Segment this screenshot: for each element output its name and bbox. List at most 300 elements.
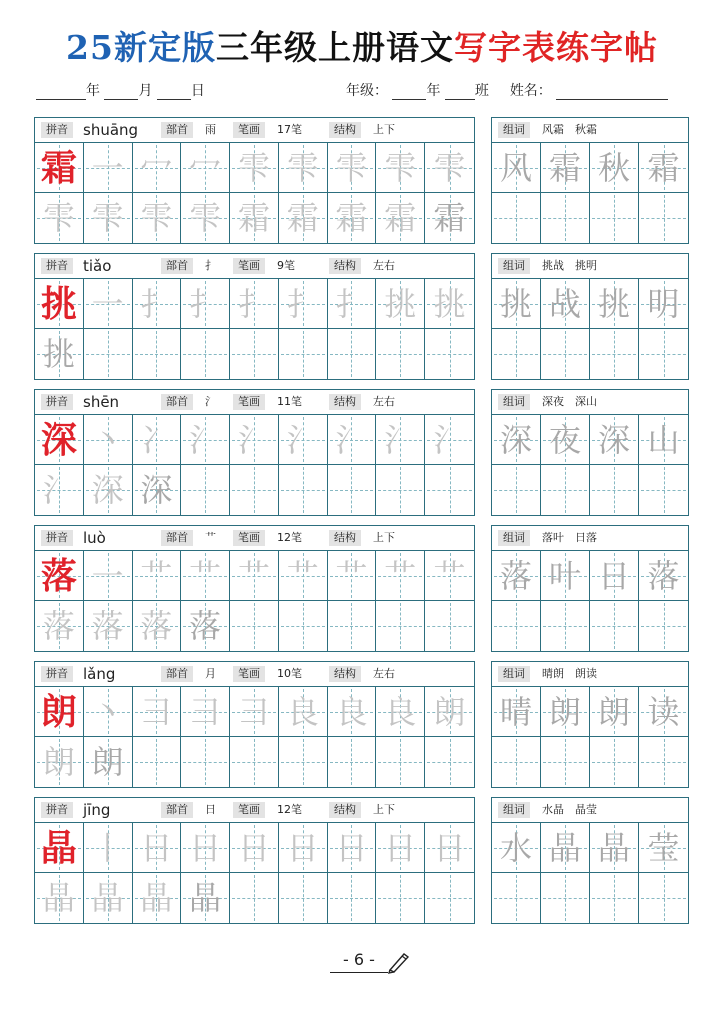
writing-cell[interactable]: [84, 279, 133, 329]
writing-cell[interactable]: [230, 329, 279, 379]
writing-grid: [34, 551, 475, 652]
word-cell[interactable]: [492, 687, 541, 737]
strokes-value: 12笔: [277, 531, 302, 544]
model-character: 挑: [40, 282, 77, 325]
writing-cell[interactable]: [181, 279, 230, 329]
word-cell[interactable]: [639, 465, 688, 515]
writing-cell[interactable]: [279, 279, 328, 329]
structure-value: 上下: [373, 531, 395, 544]
word-trace-character: 莹: [647, 828, 680, 867]
writing-cell[interactable]: [425, 465, 474, 515]
writing-cell[interactable]: [35, 551, 84, 601]
word-cell[interactable]: [492, 193, 541, 243]
strokes-label: 笔画: [233, 666, 265, 682]
writing-cell[interactable]: [376, 329, 425, 379]
writing-cell[interactable]: [84, 329, 133, 379]
writing-cell[interactable]: [35, 329, 84, 379]
writing-cell[interactable]: [425, 823, 474, 873]
writing-cell[interactable]: [425, 601, 474, 651]
writing-cell[interactable]: [279, 551, 328, 601]
writing-cell[interactable]: [230, 873, 279, 923]
pinyin-value: shuāng: [83, 121, 139, 139]
word-trace-character: 落: [499, 556, 532, 595]
words-value: 落叶 日落: [542, 531, 597, 544]
word-cell[interactable]: [541, 601, 590, 651]
word-trace-character: 叶: [548, 556, 581, 595]
stroke-order-step: 彐: [140, 692, 173, 731]
writing-cell[interactable]: [35, 873, 84, 923]
stroke-order-step: 丶: [91, 692, 124, 731]
writing-cell[interactable]: [133, 329, 182, 379]
writing-cell[interactable]: [230, 687, 279, 737]
class-blank[interactable]: [445, 83, 475, 100]
word-cell[interactable]: [590, 193, 639, 243]
writing-cell[interactable]: [181, 551, 230, 601]
stroke-order-step: 日: [384, 828, 417, 867]
year-blank[interactable]: [36, 83, 86, 100]
stroke-order-step: 扌: [237, 284, 270, 323]
strokes-value: 9笔: [277, 259, 295, 272]
writing-cell[interactable]: [84, 551, 133, 601]
stroke-order-step: 日: [335, 828, 368, 867]
writing-cell[interactable]: [376, 873, 425, 923]
writing-cell[interactable]: [35, 823, 84, 873]
writing-cell[interactable]: [181, 823, 230, 873]
word-cell[interactable]: [590, 737, 639, 787]
word-cell[interactable]: [590, 143, 639, 193]
stroke-order-step: 冫: [140, 420, 173, 459]
stroke-order-step: 晶: [91, 879, 124, 917]
writing-cell[interactable]: [230, 193, 279, 243]
writing-cell[interactable]: [84, 143, 133, 193]
word-writing-grid: [491, 415, 689, 516]
stroke-order-step: 霜: [237, 199, 270, 237]
writing-cell[interactable]: [230, 465, 279, 515]
words-value: 挑战 挑明: [542, 259, 597, 272]
stroke-order-step: 良: [335, 692, 368, 731]
writing-cell[interactable]: [376, 279, 425, 329]
character-practice-block: [34, 253, 475, 379]
writing-cell[interactable]: [328, 143, 377, 193]
word-cell[interactable]: [639, 143, 688, 193]
writing-cell[interactable]: [425, 415, 474, 465]
radical-label: 部首: [161, 122, 193, 138]
character-info-header: [34, 661, 475, 687]
stroke-order-step: 氵: [286, 420, 319, 459]
writing-cell[interactable]: [328, 551, 377, 601]
character-info-header: [34, 253, 475, 279]
writing-cell[interactable]: [230, 737, 279, 787]
character-practice-block: [34, 661, 475, 787]
word-cell[interactable]: [541, 143, 590, 193]
writing-cell[interactable]: [425, 551, 474, 601]
date-line: [36, 80, 205, 102]
writing-cell[interactable]: [328, 465, 377, 515]
writing-cell[interactable]: [35, 143, 84, 193]
word-cell[interactable]: [492, 279, 541, 329]
word-cell[interactable]: [639, 279, 688, 329]
writing-cell[interactable]: [328, 601, 377, 651]
word-cell[interactable]: [492, 823, 541, 873]
word-writing-grid: [491, 143, 689, 244]
writing-cell[interactable]: [425, 873, 474, 923]
strokes-value: 17笔: [277, 123, 302, 136]
writing-cell[interactable]: [230, 415, 279, 465]
writing-cell[interactable]: [35, 687, 84, 737]
word-writing-grid: [491, 279, 689, 380]
writing-cell[interactable]: [35, 601, 84, 651]
strokes-label: 笔画: [233, 122, 265, 138]
stroke-order-step: 雫: [91, 199, 124, 237]
writing-cell[interactable]: [328, 873, 377, 923]
model-character: 朗: [40, 690, 77, 733]
pen-icon: [386, 950, 412, 974]
word-cell[interactable]: [492, 601, 541, 651]
writing-cell[interactable]: [35, 415, 84, 465]
grade-blank[interactable]: [392, 83, 426, 100]
stroke-order-step: 艹: [335, 556, 368, 595]
trace-character: 落: [189, 607, 222, 645]
writing-cell[interactable]: [133, 193, 182, 243]
word-cell[interactable]: [590, 873, 639, 923]
stroke-order-step: 雫: [335, 148, 368, 187]
writing-cell[interactable]: [376, 737, 425, 787]
writing-cell[interactable]: [376, 143, 425, 193]
word-writing-grid: [491, 551, 689, 652]
writing-cell[interactable]: [328, 687, 377, 737]
writing-cell[interactable]: [181, 329, 230, 379]
word-cell[interactable]: [541, 873, 590, 923]
writing-cell[interactable]: [425, 143, 474, 193]
writing-cell[interactable]: [376, 465, 425, 515]
word-trace-character: 挑: [499, 284, 532, 323]
word-cell[interactable]: [639, 415, 688, 465]
writing-cell[interactable]: [84, 465, 133, 515]
writing-cell[interactable]: [133, 737, 182, 787]
stroke-order-step: 一: [91, 148, 124, 187]
stroke-order-step: 艹: [433, 556, 466, 595]
radical-label: 部首: [161, 258, 193, 274]
writing-cell[interactable]: [35, 193, 84, 243]
word-trace-character: 落: [647, 556, 680, 595]
model-character: 霜: [40, 146, 77, 189]
words-label: 组词: [498, 530, 530, 546]
character-info-header: [34, 389, 475, 415]
word-trace-character: 山: [647, 420, 680, 459]
stroke-order-step: 冖: [189, 148, 222, 187]
stroke-order-step: 雫: [286, 148, 319, 187]
pinyin-value: shēn: [83, 393, 120, 411]
pinyin-value: jīng: [83, 801, 111, 819]
pinyin-label: 拼音: [41, 394, 73, 410]
stroke-order-step: 深: [91, 471, 124, 509]
word-trace-character: 霜: [548, 148, 581, 187]
writing-cell[interactable]: [328, 329, 377, 379]
word-cell[interactable]: [492, 415, 541, 465]
stroke-order-step: 丨: [91, 828, 124, 867]
writing-cell[interactable]: [181, 873, 230, 923]
month-label: 月: [138, 83, 153, 99]
writing-cell[interactable]: [279, 329, 328, 379]
year-label: 年: [86, 83, 100, 99]
word-cell[interactable]: [639, 329, 688, 379]
pinyin-label: 拼音: [41, 530, 73, 546]
word-trace-character: 明: [647, 284, 680, 323]
pinyin-value: tiǎo: [83, 257, 112, 275]
writing-cell[interactable]: [133, 687, 182, 737]
writing-cell[interactable]: [279, 687, 328, 737]
writing-cell[interactable]: [376, 601, 425, 651]
word-writing-grid: [491, 687, 689, 788]
writing-cell[interactable]: [279, 737, 328, 787]
writing-cell[interactable]: [376, 193, 425, 243]
word-trace-character: 朗: [597, 692, 630, 731]
stroke-order-step: 日: [286, 828, 319, 867]
writing-cell[interactable]: [181, 415, 230, 465]
pinyin-label: 拼音: [41, 122, 73, 138]
stroke-order-step: 良: [384, 692, 417, 731]
writing-cell[interactable]: [328, 193, 377, 243]
word-cell[interactable]: [492, 465, 541, 515]
stroke-order-step: 艹: [237, 556, 270, 595]
word-cell[interactable]: [492, 329, 541, 379]
writing-cell[interactable]: [328, 737, 377, 787]
writing-cell[interactable]: [328, 415, 377, 465]
stroke-order-step: 氵: [433, 420, 466, 459]
words-value: 深夜 深山: [542, 395, 597, 408]
strokes-value: 11笔: [277, 395, 302, 408]
class-label: 班: [474, 83, 489, 99]
writing-cell[interactable]: [181, 687, 230, 737]
word-trace-character: 晶: [597, 828, 630, 867]
writing-grid: [34, 687, 475, 788]
writing-cell[interactable]: [230, 279, 279, 329]
word-practice-block: [491, 525, 689, 651]
word-cell[interactable]: [639, 193, 688, 243]
writing-cell[interactable]: [84, 601, 133, 651]
word-cell[interactable]: [541, 279, 590, 329]
pinyin-label: 拼音: [41, 666, 73, 682]
writing-cell[interactable]: [84, 687, 133, 737]
word-header: [491, 253, 689, 279]
radical-value: 艹: [205, 531, 216, 544]
writing-cell[interactable]: [133, 873, 182, 923]
title-part-edition: 25新定版: [66, 28, 216, 67]
stroke-order-step: 日: [237, 828, 270, 867]
word-cell[interactable]: [492, 873, 541, 923]
word-cell[interactable]: [590, 415, 639, 465]
stroke-order-step: 雫: [140, 199, 173, 237]
stroke-order-step: 晶: [140, 879, 173, 917]
page-footer: [330, 948, 420, 978]
stroke-order-step: 艹: [140, 556, 173, 595]
writing-cell[interactable]: [35, 737, 84, 787]
stroke-order-step: 扌: [286, 284, 319, 323]
word-trace-character: 读: [647, 692, 680, 731]
word-cell[interactable]: [541, 193, 590, 243]
character-practice-block: [34, 389, 475, 515]
word-cell[interactable]: [492, 143, 541, 193]
strokes-label: 笔画: [233, 802, 265, 818]
pinyin-value: lǎng: [83, 665, 116, 683]
writing-cell[interactable]: [230, 143, 279, 193]
stroke-order-step: 日: [433, 828, 466, 867]
word-cell[interactable]: [541, 465, 590, 515]
writing-cell[interactable]: [279, 143, 328, 193]
words-label: 组词: [498, 122, 530, 138]
trace-character: 挑: [42, 335, 75, 373]
word-cell[interactable]: [590, 465, 639, 515]
stroke-order-step: 朗: [42, 743, 75, 781]
writing-cell[interactable]: [181, 601, 230, 651]
word-trace-character: 战: [548, 284, 581, 323]
writing-cell[interactable]: [133, 279, 182, 329]
word-trace-character: 晴: [499, 692, 532, 731]
word-cell[interactable]: [541, 823, 590, 873]
writing-cell[interactable]: [133, 551, 182, 601]
model-character: 晶: [40, 826, 77, 869]
writing-cell[interactable]: [181, 465, 230, 515]
writing-cell[interactable]: [376, 415, 425, 465]
writing-cell[interactable]: [279, 823, 328, 873]
writing-cell[interactable]: [279, 193, 328, 243]
student-line: [346, 80, 668, 102]
radical-label: 部首: [161, 394, 193, 410]
pinyin-label: 拼音: [41, 258, 73, 274]
character-practice-block: [34, 117, 475, 243]
word-trace-character: 水: [499, 828, 532, 867]
stroke-order-step: 彐: [237, 692, 270, 731]
writing-cell[interactable]: [133, 465, 182, 515]
stroke-order-step: 艹: [189, 556, 222, 595]
writing-grid: [34, 823, 475, 924]
strokes-value: 12笔: [277, 803, 302, 816]
word-practice-block: [491, 389, 689, 515]
writing-cell[interactable]: [133, 143, 182, 193]
stroke-order-step: 扌: [140, 284, 173, 323]
writing-cell[interactable]: [133, 601, 182, 651]
writing-cell[interactable]: [181, 143, 230, 193]
word-cell[interactable]: [541, 737, 590, 787]
writing-cell[interactable]: [376, 687, 425, 737]
word-cell[interactable]: [639, 873, 688, 923]
character-info-header: [34, 117, 475, 143]
writing-cell[interactable]: [376, 551, 425, 601]
word-cell[interactable]: [590, 551, 639, 601]
word-cell[interactable]: [541, 329, 590, 379]
structure-label: 结构: [329, 802, 361, 818]
writing-cell[interactable]: [84, 823, 133, 873]
word-cell[interactable]: [590, 601, 639, 651]
writing-cell[interactable]: [133, 415, 182, 465]
name-blank[interactable]: [556, 83, 668, 100]
word-cell[interactable]: [590, 279, 639, 329]
writing-cell[interactable]: [328, 279, 377, 329]
writing-cell[interactable]: [181, 193, 230, 243]
word-cell[interactable]: [492, 551, 541, 601]
structure-label: 结构: [329, 530, 361, 546]
month-blank[interactable]: [104, 83, 138, 100]
writing-grid: [34, 279, 475, 380]
writing-cell[interactable]: [230, 601, 279, 651]
stroke-order-step: 丶: [91, 420, 124, 459]
structure-label: 结构: [329, 122, 361, 138]
radical-value: 日: [205, 803, 216, 816]
word-cell[interactable]: [541, 687, 590, 737]
writing-cell[interactable]: [84, 415, 133, 465]
word-practice-block: [491, 797, 689, 923]
word-trace-character: 挑: [597, 284, 630, 323]
structure-label: 结构: [329, 394, 361, 410]
word-cell[interactable]: [639, 823, 688, 873]
writing-cell[interactable]: [328, 823, 377, 873]
writing-cell[interactable]: [84, 873, 133, 923]
word-cell[interactable]: [639, 737, 688, 787]
writing-cell[interactable]: [84, 193, 133, 243]
writing-cell[interactable]: [35, 279, 84, 329]
writing-cell[interactable]: [425, 329, 474, 379]
word-cell[interactable]: [590, 687, 639, 737]
word-cell[interactable]: [639, 687, 688, 737]
writing-cell[interactable]: [279, 415, 328, 465]
stroke-order-step: 霜: [384, 199, 417, 237]
word-header: [491, 661, 689, 687]
stroke-order-step: 一: [91, 284, 124, 323]
writing-cell[interactable]: [230, 823, 279, 873]
stroke-order-step: 氵: [335, 420, 368, 459]
writing-cell[interactable]: [84, 737, 133, 787]
writing-cell[interactable]: [425, 279, 474, 329]
writing-cell[interactable]: [279, 873, 328, 923]
title-part-grade: 三年级上册语文: [215, 28, 454, 67]
writing-cell[interactable]: [425, 193, 474, 243]
writing-cell[interactable]: [425, 687, 474, 737]
writing-cell[interactable]: [425, 737, 474, 787]
stroke-order-step: 艹: [286, 556, 319, 595]
word-cell[interactable]: [590, 329, 639, 379]
writing-cell[interactable]: [230, 551, 279, 601]
stroke-order-step: 彐: [189, 692, 222, 731]
writing-cell[interactable]: [279, 465, 328, 515]
word-cell[interactable]: [541, 415, 590, 465]
word-cell[interactable]: [590, 823, 639, 873]
word-trace-character: 晶: [548, 828, 581, 867]
writing-cell[interactable]: [35, 465, 84, 515]
trace-character: 深: [140, 471, 173, 509]
word-cell[interactable]: [639, 551, 688, 601]
word-trace-character: 深: [499, 420, 532, 459]
writing-cell[interactable]: [133, 823, 182, 873]
word-cell[interactable]: [492, 737, 541, 787]
radical-value: 月: [205, 667, 216, 680]
stroke-order-step: 氵: [384, 420, 417, 459]
word-cell[interactable]: [541, 551, 590, 601]
stroke-order-step: 扌: [189, 284, 222, 323]
writing-cell[interactable]: [279, 601, 328, 651]
writing-cell[interactable]: [376, 823, 425, 873]
structure-value: 左右: [373, 395, 395, 408]
writing-cell[interactable]: [181, 737, 230, 787]
word-cell[interactable]: [639, 601, 688, 651]
character-practice-block: [34, 797, 475, 923]
word-trace-character: 风: [499, 148, 532, 187]
pinyin-label: 拼音: [41, 802, 73, 818]
day-blank[interactable]: [157, 83, 191, 100]
word-practice-block: [491, 661, 689, 787]
words-value: 风霜 秋霜: [542, 123, 597, 136]
words-label: 组词: [498, 666, 530, 682]
radical-label: 部首: [161, 666, 193, 682]
